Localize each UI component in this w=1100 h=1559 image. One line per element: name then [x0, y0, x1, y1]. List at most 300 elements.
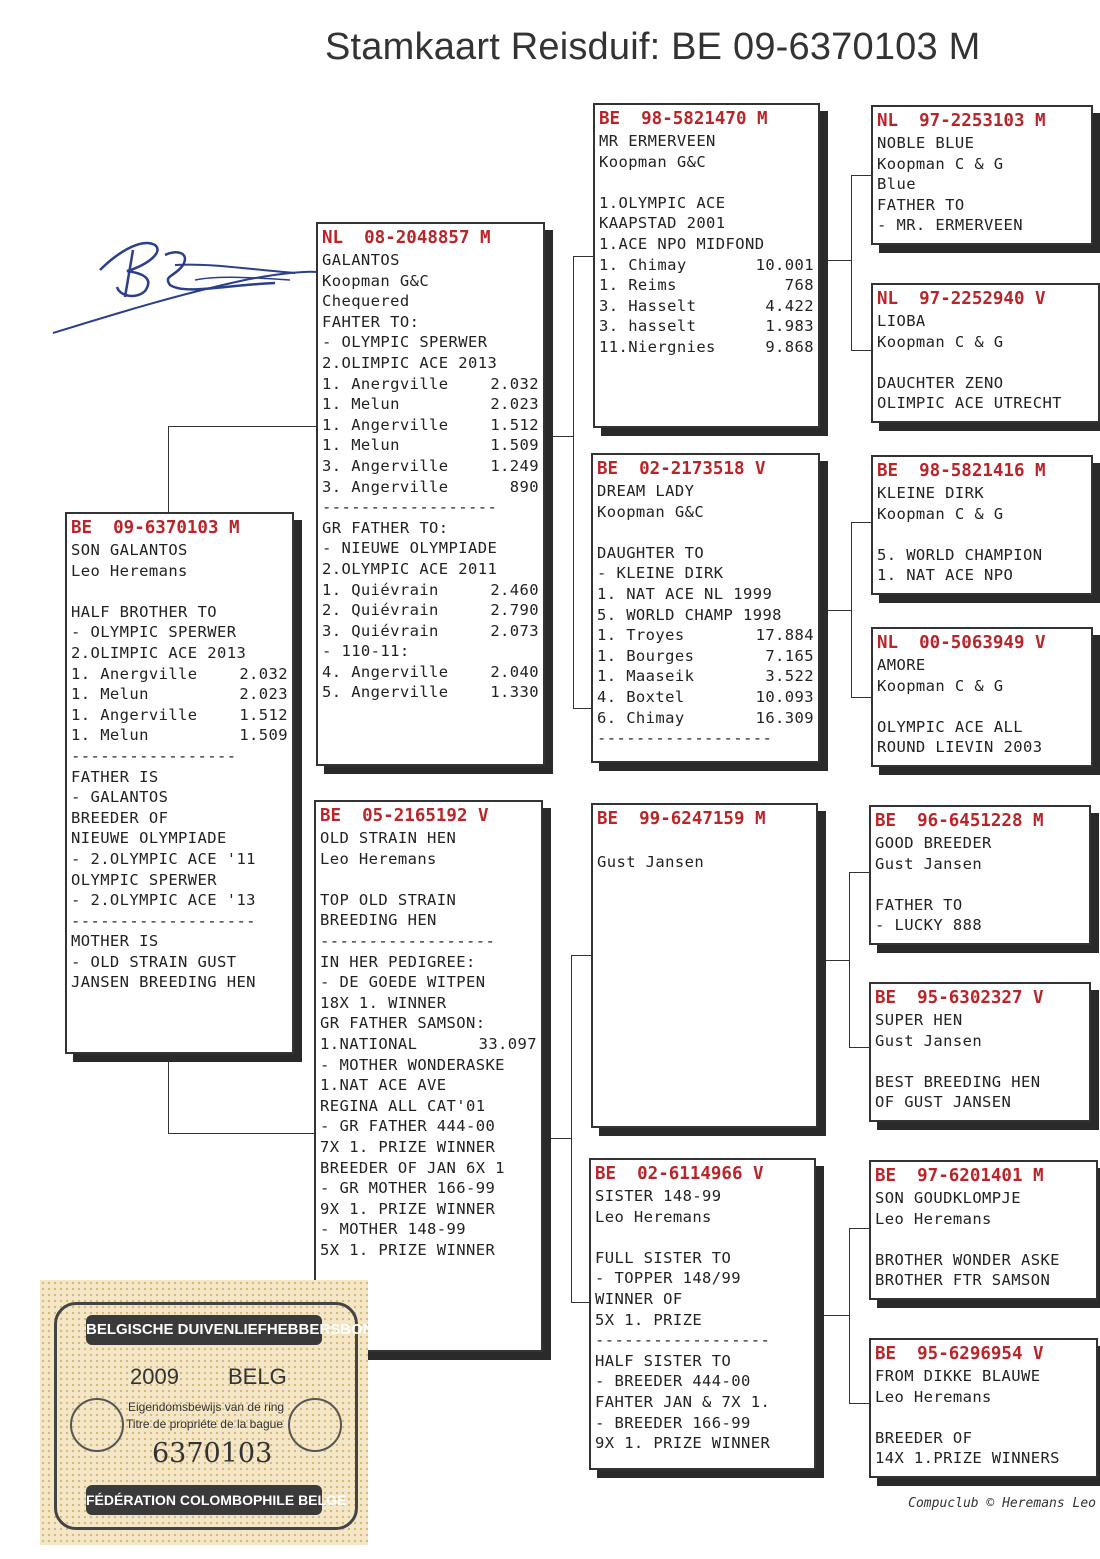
pedigree-line — [322, 271, 539, 292]
pedigree-line — [320, 993, 537, 1014]
line-value: 2.073 — [490, 621, 539, 640]
line-text: GOOD BREEDER — [875, 834, 992, 852]
line-text: FAHTER JAN & 7X 1. — [595, 1392, 771, 1411]
pedigree-box-subject — [65, 512, 294, 1054]
pedigree-line — [595, 1186, 810, 1207]
line-text: WINNER OF — [595, 1289, 683, 1308]
pedigree-line — [875, 1072, 1085, 1093]
ring-number: NL 00-5063949 V — [877, 633, 1046, 653]
line-value: 2.032 — [239, 664, 288, 683]
line-text: 1. Bourges — [597, 646, 695, 665]
line-text: Koopman C & G — [877, 154, 1004, 173]
line-text: Leo Heremans — [71, 561, 188, 580]
line-text: 1. NAT ACE NPO — [877, 566, 1014, 585]
line-text: 2.OLIMPIC ACE 2013 — [322, 353, 498, 372]
pedigree-line — [71, 931, 288, 952]
line-value: 768 — [784, 276, 814, 295]
pedigree-line — [320, 1219, 537, 1240]
line-text: Gust Jansen — [875, 854, 983, 873]
line-text: - MR. ERMERVEEN — [877, 216, 1023, 235]
pedigree-line — [599, 172, 814, 193]
line-text: OLD STRAIN HEN — [320, 829, 457, 847]
line-text: - GR FATHER 444-00 — [320, 1117, 496, 1136]
pedigree-line — [877, 154, 1087, 175]
pedigree-line — [877, 545, 1087, 566]
line-text: 3. Quiévrain — [322, 621, 439, 640]
pedigree-line — [320, 952, 537, 973]
pedigree-line — [595, 1268, 810, 1289]
line-text: 3. Angerville — [322, 477, 449, 496]
pedigree-line — [877, 504, 1087, 525]
pedigree-line — [322, 641, 539, 662]
line-text: DREAM LADY — [597, 482, 695, 500]
line-text: 7X 1. PRIZE WINNER — [320, 1137, 496, 1156]
pedigree-line — [322, 682, 539, 703]
line-text: ------------------ — [597, 729, 773, 748]
pedigree-line — [71, 705, 288, 726]
line-text: Blue — [877, 175, 916, 194]
pedigree-line — [599, 193, 814, 214]
line-text: OLYMPIC SPERWER — [71, 870, 217, 889]
pedigree-line — [322, 538, 539, 559]
pedigree-line — [877, 311, 1094, 332]
pedigree-line — [320, 869, 537, 890]
pedigree-line — [322, 250, 539, 271]
pedigree-box-mff — [869, 805, 1091, 945]
pedigree-line — [71, 952, 288, 973]
line-text: 1. Anergville — [71, 664, 198, 683]
pedigree-line — [875, 1010, 1085, 1031]
card-seal-left-icon — [70, 1398, 124, 1452]
ring-number: BE 05-2165192 V — [320, 806, 489, 826]
line-text: 5. Angerville — [322, 683, 449, 702]
pedigree-line — [320, 1096, 537, 1117]
line-text: KLEINE DIRK — [877, 484, 985, 502]
pedigree-line — [597, 831, 812, 852]
pedigree-line — [71, 622, 288, 643]
pedigree-line — [597, 852, 812, 873]
line-text: 1. Angerville — [71, 705, 198, 724]
pedigree-line — [322, 456, 539, 477]
pedigree-line — [595, 1433, 810, 1454]
pedigree-line — [875, 1366, 1092, 1387]
line-text: FULL SISTER TO — [595, 1248, 732, 1267]
pedigree-line — [599, 213, 814, 234]
pedigree-line — [595, 1248, 810, 1269]
pedigree-line — [320, 1075, 537, 1096]
pedigree-box-fmm — [871, 627, 1093, 767]
pedigree-line — [599, 337, 814, 358]
pedigree-line — [595, 1289, 810, 1310]
pedigree-line — [595, 1330, 810, 1351]
pedigree-line — [320, 1158, 537, 1179]
line-text: ------------------ — [322, 498, 498, 517]
line-text: SON GOUDKLOMPJE — [875, 1189, 1021, 1207]
line-text: Leo Heremans — [595, 1207, 712, 1226]
pedigree-line — [877, 696, 1087, 717]
line-text: Gust Jansen — [875, 1031, 983, 1050]
line-text: 1. Melun — [71, 685, 149, 704]
card-seal-right-icon — [288, 1398, 342, 1452]
pedigree-line — [875, 854, 1085, 875]
line-text: BREEDING HEN — [320, 911, 437, 930]
pedigree-box-fff — [871, 105, 1093, 245]
pedigree-line — [320, 1137, 537, 1158]
pedigree-line — [599, 255, 814, 276]
pedigree-line — [597, 502, 814, 523]
card-top-band: BELGISCHE DUIVENLIEFHEBBERSBOND — [86, 1315, 322, 1345]
pedigree-line — [875, 915, 1085, 936]
ring-number: BE 97-6201401 M — [875, 1166, 1044, 1186]
pedigree-box-father-mother — [591, 453, 820, 763]
line-text: AMORE — [877, 656, 926, 674]
line-text: KAAPSTAD 2001 — [599, 214, 726, 233]
line-text — [877, 697, 887, 715]
line-value: 10.093 — [755, 687, 814, 706]
line-text — [875, 1052, 885, 1070]
pedigree-line — [875, 1229, 1092, 1250]
pedigree-line — [875, 1031, 1085, 1052]
line-text: - 110-11: — [322, 642, 410, 661]
line-text: 6. Chimay — [597, 708, 685, 727]
pedigree-line — [877, 483, 1087, 504]
pedigree-line — [875, 1092, 1085, 1113]
pedigree-line — [322, 600, 539, 621]
line-text: Koopman C & G — [877, 504, 1004, 523]
line-text: 4. Angerville — [322, 662, 449, 681]
line-text — [597, 832, 607, 850]
line-text: - OLD STRAIN GUST — [71, 952, 237, 971]
ring-number: NL 08-2048857 M — [322, 228, 491, 248]
pedigree-line — [322, 415, 539, 436]
line-text: ------------------ — [595, 1331, 771, 1350]
line-text: 1. Quiévrain — [322, 580, 439, 599]
pedigree-line — [875, 1387, 1092, 1408]
pedigree-line — [71, 643, 288, 664]
pedigree-line — [320, 849, 537, 870]
line-text: 3. Hasselt — [599, 296, 697, 315]
pedigree-line — [322, 435, 539, 456]
pedigree-line — [320, 828, 537, 849]
line-text — [875, 1230, 885, 1248]
line-text: - KLEINE DIRK — [597, 564, 724, 583]
pedigree-line — [597, 481, 814, 502]
line-text: BREEDER OF — [875, 1428, 973, 1447]
line-text: 2. Quiévrain — [322, 601, 439, 620]
ring-number: NL 97-2252940 V — [877, 289, 1046, 309]
line-text: GR FATHER TO: — [322, 518, 449, 537]
line-value: 10.001 — [755, 255, 814, 274]
pedigree-line — [875, 833, 1085, 854]
pedigree-line — [322, 477, 539, 498]
line-text: Leo Heremans — [320, 849, 437, 868]
line-value: 890 — [509, 477, 539, 496]
pedigree-box-ffm — [871, 283, 1100, 423]
line-text: BEST BREEDING HEN — [875, 1072, 1041, 1091]
pedigree-line — [877, 373, 1094, 394]
pedigree-line — [597, 522, 814, 543]
pedigree-line — [71, 870, 288, 891]
pedigree-line — [320, 910, 537, 931]
line-value: 4.422 — [765, 296, 814, 315]
pedigree-line — [71, 540, 288, 561]
ring-number: BE 09-6370103 M — [71, 518, 240, 538]
pedigree-line — [599, 131, 814, 152]
line-text: DAUGHTER TO — [597, 543, 705, 562]
pedigree-line — [320, 1116, 537, 1137]
line-text: OLYMPIC ACE ALL — [877, 717, 1023, 736]
pedigree-line — [597, 563, 814, 584]
pedigree-line — [597, 646, 814, 667]
line-text: 1.ACE NPO MIDFOND — [599, 234, 765, 253]
card-bottom-band: FÉDÉRATION COLOMBOPHILE BELGE — [86, 1485, 322, 1515]
footer-credit: Compuclub © Heremans Leo — [908, 1496, 1096, 1511]
pedigree-line — [877, 352, 1094, 373]
line-text: 11.Niergnies — [599, 337, 716, 356]
line-text: OLIMPIC ACE UTRECHT — [877, 394, 1062, 413]
pedigree-line — [877, 133, 1087, 154]
pedigree-line — [875, 1270, 1092, 1291]
pedigree-line — [877, 655, 1087, 676]
line-text: 1. Troyes — [597, 626, 685, 645]
pedigree-line — [71, 746, 288, 767]
line-text: BREEDER OF — [71, 808, 169, 827]
ring-certificate — [40, 1280, 385, 1545]
line-text: NOBLE BLUE — [877, 134, 975, 152]
line-text: GR FATHER SAMSON: — [320, 1014, 486, 1033]
ring-number: BE 95-6302327 V — [875, 988, 1044, 1008]
pedigree-line — [322, 312, 539, 333]
line-text: Koopman G&C — [599, 152, 707, 171]
pedigree-box-father-father — [593, 103, 820, 428]
pedigree-line — [595, 1413, 810, 1434]
pedigree-line — [71, 972, 288, 993]
line-text: Koopman C & G — [877, 676, 1004, 695]
ring-number: BE 98-5821470 M — [599, 109, 768, 129]
pedigree-line — [875, 874, 1085, 895]
line-text: FAHTER TO: — [322, 312, 420, 331]
line-text: - GALANTOS — [71, 788, 169, 807]
line-text: 1. Angerville — [322, 415, 449, 434]
pedigree-box-mother-father — [591, 803, 818, 1128]
line-text — [597, 523, 607, 541]
line-text: 3. Angerville — [322, 456, 449, 475]
pedigree-line — [597, 584, 814, 605]
line-text: - 2.OLYMPIC ACE '11 — [71, 849, 256, 868]
ring-number: BE 95-6296954 V — [875, 1344, 1044, 1364]
line-text — [875, 1408, 885, 1426]
line-text: BREEDER OF JAN 6X 1 — [320, 1158, 505, 1177]
line-text: FATHER IS — [71, 767, 159, 786]
ring-number: BE 98-5821416 M — [877, 461, 1046, 481]
pedigree-line — [875, 1428, 1092, 1449]
line-value: 1.983 — [765, 317, 814, 336]
line-text: 14X 1.PRIZE WINNERS — [875, 1449, 1060, 1468]
line-text: - OLYMPIC SPERWER — [71, 623, 237, 642]
pedigree-line — [322, 518, 539, 539]
pedigree-line — [320, 1034, 537, 1055]
pedigree-line — [597, 687, 814, 708]
pedigree-line — [595, 1207, 810, 1228]
line-text: IN HER PEDIGREE: — [320, 952, 476, 971]
pedigree-line — [322, 394, 539, 415]
line-text: - DE GOEDE WITPEN — [320, 973, 486, 992]
pedigree-line — [320, 1013, 537, 1034]
card-line2: Titre de propriéte de la bague — [126, 1417, 283, 1431]
line-text: REGINA ALL CAT'01 — [320, 1096, 486, 1115]
pedigree-line — [595, 1392, 810, 1413]
pedigree-line — [322, 497, 539, 518]
line-value: 9.868 — [765, 337, 814, 356]
line-text: ROUND LIEVIN 2003 — [877, 738, 1043, 757]
pedigree-line — [71, 684, 288, 705]
line-text: FATHER TO — [875, 895, 963, 914]
pedigree-line — [877, 676, 1087, 697]
ring-number: BE 02-6114966 V — [595, 1164, 764, 1184]
line-text: ------------------ — [320, 931, 496, 950]
pedigree-line — [322, 580, 539, 601]
pedigree-line — [71, 849, 288, 870]
line-text: Chequered — [322, 292, 410, 311]
line-text: TOP OLD STRAIN — [320, 890, 457, 909]
line-text: Leo Heremans — [875, 1209, 992, 1228]
line-text: 9X 1. PRIZE WINNER — [320, 1199, 496, 1218]
line-text: - 2.OLYMPIC ACE '13 — [71, 891, 256, 910]
pedigree-line — [320, 890, 537, 911]
line-text: DAUCHTER ZENO — [877, 373, 1004, 392]
pedigree-line — [71, 808, 288, 829]
pedigree-line — [877, 717, 1087, 738]
pedigree-line — [875, 1250, 1092, 1271]
pedigree-line — [71, 581, 288, 602]
line-text: ------------------- — [71, 911, 256, 930]
line-text: 1. Maaseik — [597, 667, 695, 686]
pedigree-box-mother — [314, 800, 543, 1352]
line-text — [877, 353, 887, 371]
line-text: BROTHER WONDER ASKE — [875, 1250, 1060, 1269]
pedigree-line — [877, 524, 1087, 545]
line-text: Leo Heremans — [875, 1387, 992, 1406]
pedigree-line — [71, 911, 288, 932]
line-value: 2.460 — [490, 580, 539, 599]
line-text: 9X 1. PRIZE WINNER — [595, 1434, 771, 1453]
line-text — [71, 582, 81, 600]
pedigree-line — [875, 1051, 1085, 1072]
line-value: 2.040 — [490, 662, 539, 681]
card-line1: Eigendomsbewijs van de ring — [128, 1400, 285, 1414]
pedigree-line — [71, 664, 288, 685]
line-text: OF GUST JANSEN — [875, 1093, 1012, 1112]
pedigree-line — [599, 152, 814, 173]
line-text: - NIEUWE OLYMPIADE — [322, 539, 498, 558]
line-text: FROM DIKKE BLAUWE — [875, 1367, 1041, 1385]
pedigree-line — [875, 1407, 1092, 1428]
line-value: 17.884 — [755, 626, 814, 645]
line-value: 1.330 — [490, 683, 539, 702]
line-text: - LUCKY 888 — [875, 916, 983, 935]
line-text: 2.OLYMPIC ACE 2011 — [322, 559, 498, 578]
pedigree-line — [597, 728, 814, 749]
line-text: 1.NAT ACE AVE — [320, 1076, 447, 1095]
line-text: - MOTHER 148-99 — [320, 1220, 466, 1239]
line-value: 16.309 — [755, 708, 814, 727]
line-text: ----------------- — [71, 746, 237, 765]
pedigree-line — [322, 332, 539, 353]
line-text — [320, 870, 330, 888]
line-text: Gust Jansen — [597, 852, 705, 871]
pedigree-line — [322, 559, 539, 580]
line-text: - BREEDER 444-00 — [595, 1372, 751, 1391]
line-value: 2.023 — [490, 395, 539, 414]
line-text — [875, 875, 885, 893]
ring-number: BE 96-6451228 M — [875, 811, 1044, 831]
pedigree-box-father — [316, 222, 545, 766]
line-text: 1. Anergville — [322, 374, 449, 393]
pedigree-line — [71, 828, 288, 849]
pedigree-line — [320, 931, 537, 952]
line-text: FATHER TO — [877, 195, 965, 214]
line-value: 1.249 — [490, 456, 539, 475]
pedigree-line — [320, 1199, 537, 1220]
pedigree-box-mmm — [869, 1338, 1098, 1478]
pedigree-line — [71, 602, 288, 623]
line-value: 33.097 — [478, 1034, 537, 1053]
pedigree-line — [597, 543, 814, 564]
pedigree-line — [71, 767, 288, 788]
pedigree-line — [875, 1188, 1092, 1209]
line-text: - MOTHER WONDERASKE — [320, 1055, 505, 1074]
pedigree-line — [599, 234, 814, 255]
line-text: 5X 1. PRIZE WINNER — [320, 1240, 496, 1259]
pedigree-box-fmf — [871, 455, 1093, 595]
pedigree-line — [71, 890, 288, 911]
pedigree-line — [320, 972, 537, 993]
pedigree-line — [877, 215, 1087, 236]
line-text: 5X 1. PRIZE — [595, 1310, 703, 1329]
line-text: HALF BROTHER TO — [71, 602, 217, 621]
pedigree-line — [877, 393, 1094, 414]
line-value: 2.032 — [490, 374, 539, 393]
ring-number: BE 99-6247159 M — [597, 809, 766, 829]
pedigree-line — [599, 275, 814, 296]
card-country: BELG — [228, 1364, 287, 1389]
pedigree-line — [322, 662, 539, 683]
pedigree-line — [322, 621, 539, 642]
line-text: NIEUWE OLYMPIADE — [71, 829, 227, 848]
pedigree-line — [320, 1240, 537, 1261]
line-text: MR ERMERVEEN — [599, 132, 716, 150]
line-text: - BREEDER 166-99 — [595, 1413, 751, 1432]
pedigree-line — [322, 374, 539, 395]
line-text: 5. WORLD CHAMPION — [877, 545, 1043, 564]
pedigree-line — [595, 1351, 810, 1372]
line-value: 2.023 — [239, 685, 288, 704]
pedigree-line — [877, 174, 1087, 195]
line-text — [595, 1228, 605, 1246]
pedigree-box-mfm — [869, 982, 1091, 1122]
pedigree-line — [877, 332, 1094, 353]
line-text: 1. Melun — [322, 395, 400, 414]
ring-number: NL 97-2253103 M — [877, 111, 1046, 131]
pedigree-line — [597, 666, 814, 687]
pedigree-line — [877, 195, 1087, 216]
pedigree-line — [322, 353, 539, 374]
line-text: 3. hasselt — [599, 317, 697, 336]
line-text: 1. Melun — [322, 436, 400, 455]
pedigree-line — [597, 625, 814, 646]
pedigree-line — [71, 725, 288, 746]
pedigree-box-mmf — [869, 1160, 1098, 1300]
